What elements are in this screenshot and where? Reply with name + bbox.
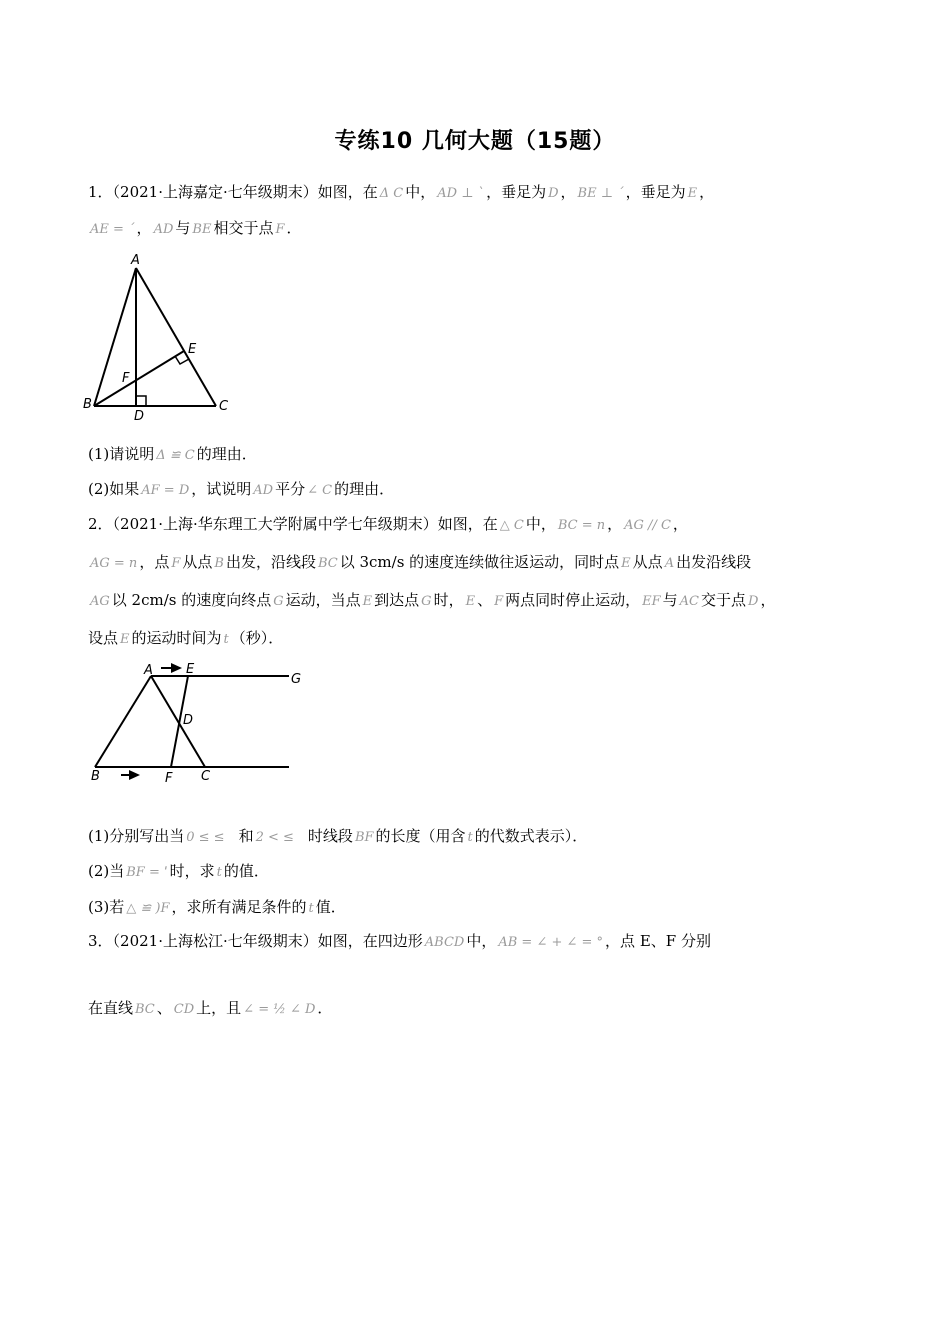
q2-text: 设点 [88,629,119,647]
q1-math: Δ C [379,186,404,201]
q2-math: BF [354,830,374,845]
q2-text: 从点 [182,553,213,571]
q2-text: 值． [315,898,346,916]
q3-text: 在直线 [88,999,134,1017]
q2-math: AG // C [624,518,671,533]
q1-math: BE ⊥ ˊ [577,186,624,201]
q1-text: 的理由． [334,480,395,498]
q1-right-angle-d [136,396,146,406]
q2-math: F [494,594,504,609]
q2-math: AG = n [90,556,138,571]
q2-text: 以 3cm/s 的速度连续做往返运动，同时点 [339,553,620,571]
q3-text: ． [317,999,333,1017]
q1-math: F [275,222,285,237]
q2-math: 0 ≤ ≤ [186,830,225,845]
q2-text: 到达点 [374,591,420,609]
q2-label-g: G [291,672,302,687]
q2-math: t [223,632,229,647]
q2-text: 时，求 [169,862,215,880]
q1-math: AD [253,483,274,498]
q2-source: （2021·上海·华东理工大学附属中学七年级期末）如图，在 [112,515,498,533]
q2-text: 从点 [632,553,663,571]
q1-line-2 [88,218,302,240]
q1-line-1 [88,182,714,204]
q2-sub-3 [88,897,346,919]
q2-text: 与 [662,591,678,609]
q2-text: （秒）． [230,629,284,647]
q2-side-ab [95,676,151,767]
q2-text: 时线段 [307,827,353,845]
q1-text: 平分 [275,480,306,498]
q1-sub-1 [88,444,257,466]
q1-math: E [687,186,698,201]
q2-arrow-e [161,663,182,673]
q3-text: 中， [466,932,497,950]
q1-text: 与 [175,219,191,237]
q2-math: AG [90,594,110,609]
q2-text: (2)当 [88,862,125,880]
q2-label-f: F [165,771,173,786]
q1-math: BE [192,222,212,237]
q2-math: E [362,594,373,609]
q2-text: 和 [238,827,254,845]
q2-line-3 [88,590,775,612]
q2-text: 的代数式表示）． [474,827,588,845]
q2-text: 两点同时停止运动， [505,591,641,609]
q2-text: 交于点 [701,591,747,609]
q2-text: ， [672,515,688,533]
q2-text: ， [760,591,776,609]
q1-math: D [548,186,559,201]
q2-label-d: D [183,713,194,728]
q1-text: ， [136,219,152,237]
q2-side-ac [151,676,205,767]
q3-number: 3． [88,932,113,950]
q2-text: 出发，沿线段 [225,553,316,571]
q2-number: 2． [88,515,113,533]
q2-math: BC = n [557,518,606,533]
q2-math: t [308,901,314,916]
q2-math: E [465,594,476,609]
q2-math: 2 < ≤ [255,830,294,845]
q3-text: ，点 E、F 分别 [605,932,711,950]
q1-math: AE = ˊ [90,222,135,237]
q1-label-c: C [219,399,229,414]
q2-math: t [467,830,473,845]
q1-math: Δ ≌ C [156,448,195,463]
q2-line-1 [88,514,688,536]
page-title: 专练10 几何大题（15题） [334,129,616,154]
q2-text: 的运动时间为 [131,629,222,647]
q1-text: ，试说明 [191,480,252,498]
q1-text: ，垂足为 [625,183,686,201]
q2-text: ， [607,515,623,533]
q3-math: AB = ∠ + ∠ = ° [498,935,604,950]
q2-math: A [664,556,675,571]
q2-text: (1)分别写出当 [88,827,185,845]
q1-label-b: B [83,397,92,412]
q3-math: ∠ = ½ ∠ D [243,1002,316,1017]
q2-label-e: E [186,662,195,677]
q3-math: BC [135,1002,155,1017]
q2-text: 以 2cm/s 的速度向终点 [111,591,272,609]
q2-math: EF [642,594,661,609]
q2-math: G [421,594,432,609]
q1-text: (2)如果 [88,480,140,498]
q2-text: 时， [433,591,464,609]
q2-text: ，求所有满足条件的 [171,898,307,916]
q2-parallel-figure [85,658,315,788]
q1-text: 相交于点 [213,219,274,237]
q3-math: ABCD [424,935,465,950]
q2-line-2 [88,552,751,574]
q1-text: 的理由． [196,445,257,463]
q1-text: 中， [405,183,436,201]
q1-text: ． [286,219,302,237]
q2-text: 出发沿线段 [676,553,752,571]
q2-text: 的值． [223,862,269,880]
q2-text: (3)若 [88,898,125,916]
q2-label-a: A [144,663,153,678]
q1-text: ， [699,183,715,201]
q2-sub-1 [88,826,587,848]
q3-line-1 [88,931,711,953]
q1-label-f: F [122,371,130,386]
q1-sub-2 [88,479,394,501]
q1-math: AD ⊥ ˋ [437,186,485,201]
q1-label-d: D [134,409,145,424]
q1-number: 1． [88,183,113,201]
q3-source: （2021·上海松江·七年级期末）如图，在四边形 [112,932,423,950]
q3-text: 上，且 [196,999,242,1017]
q2-sub-2 [88,861,269,883]
q2-text: 中， [525,515,556,533]
q1-source: （2021·上海嘉定·七年级期末）如图，在 [112,183,378,201]
q2-math: t [216,865,222,880]
q1-math: AD [153,222,174,237]
q2-math: G [273,594,284,609]
q1-label-a: A [131,253,140,268]
q2-label-b: B [91,769,100,784]
q2-math: F [171,556,181,571]
q1-math: AF = D [141,483,190,498]
q2-arrow-f [121,770,140,780]
q1-triangle-figure [80,250,240,425]
q1-text: ，垂足为 [486,183,547,201]
q2-math: △ ≌ )F [126,901,170,916]
q2-line-4 [88,628,283,650]
q2-math: △ C [499,518,524,533]
q2-math: BC [317,556,338,571]
q1-side-ac [136,268,216,406]
q1-math: ∠ C [307,483,333,498]
q2-text: ，点 [139,553,170,571]
q2-math: E [120,632,130,647]
q1-text: (1)请说明 [88,445,155,463]
q2-math: D [748,594,759,609]
q2-math: AC [679,594,700,609]
q2-math: E [621,556,631,571]
q2-math: BF = ˈ [126,865,168,880]
q1-text: ， [560,183,576,201]
q2-math: B [214,556,224,571]
q3-math: CD [173,1002,195,1017]
q1-label-e: E [188,342,197,357]
q2-label-c: C [201,769,211,784]
q2-text: 的长度（用含 [375,827,466,845]
q2-text: 运动，当点 [285,591,361,609]
q3-line-2 [88,998,332,1020]
q2-text: 、 [477,591,493,609]
q3-text: 、 [156,999,172,1017]
